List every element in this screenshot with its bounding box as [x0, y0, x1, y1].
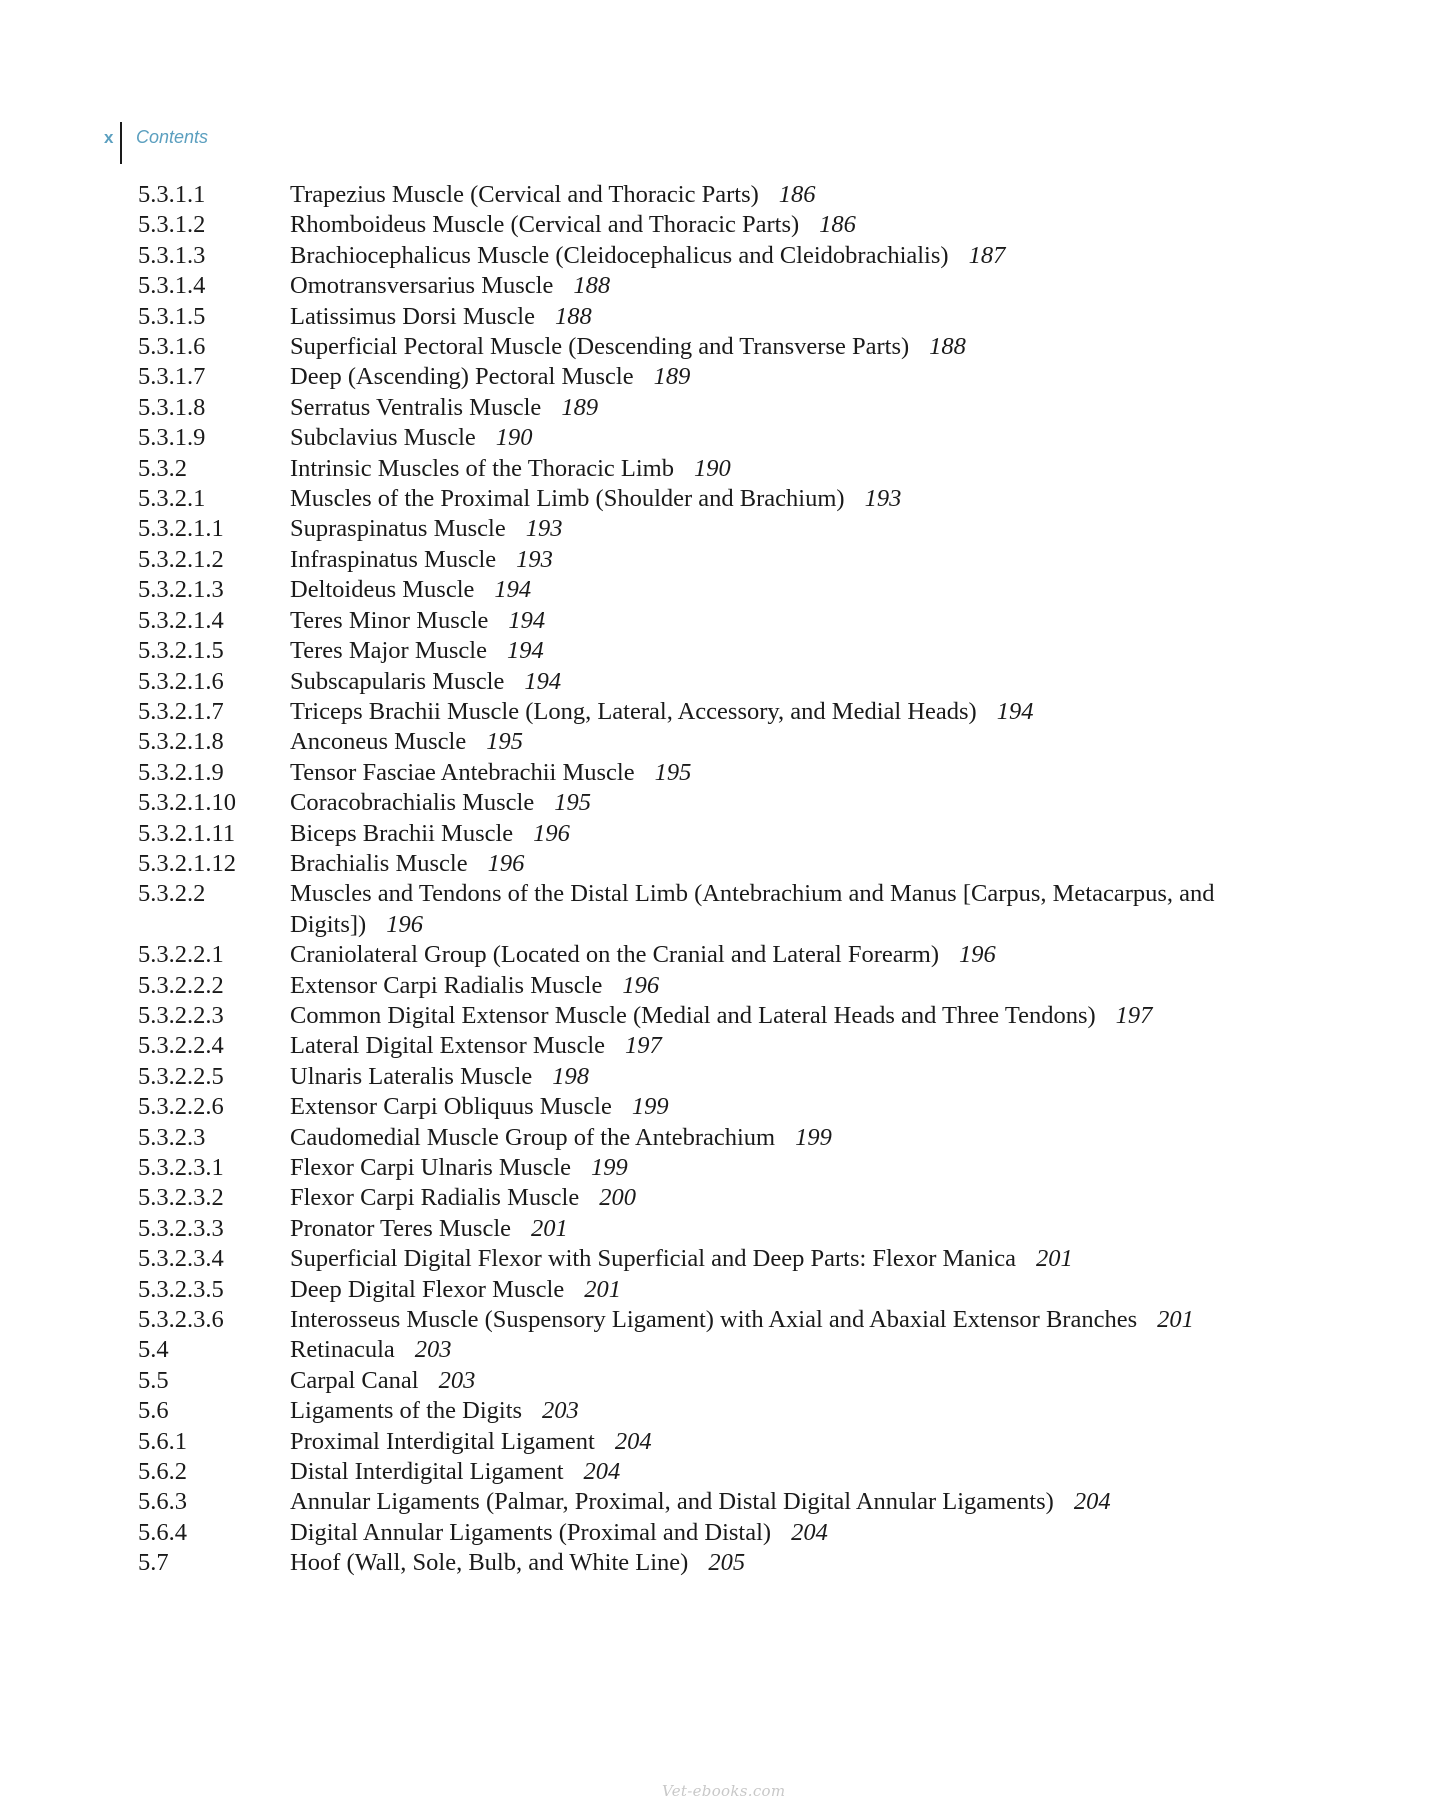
toc-entry-title: Intrinsic Muscles of the Thoracic Limb — [290, 454, 674, 482]
toc-entry-title: Superficial Digital Flexor with Superficial and Deep Parts: Flexor Manica — [290, 1245, 1016, 1273]
toc-entry-title: Deep (Ascending) Pectoral Muscle — [290, 363, 634, 391]
toc-entry-page: 197 — [625, 1032, 662, 1060]
toc-entry-number: 5.3.2.2.5 — [138, 1062, 224, 1090]
toc-entry-page: 196 — [386, 910, 423, 938]
toc-entry-number: 5.3.2.3.4 — [138, 1245, 224, 1273]
toc-entry[interactable] — [138, 940, 1278, 970]
toc-entry[interactable] — [138, 727, 1278, 757]
toc-entry-number: 5.6.2 — [138, 1458, 187, 1486]
toc-entry-title: Flexor Carpi Radialis Muscle — [290, 1184, 580, 1212]
toc-entry[interactable] — [138, 1092, 1278, 1122]
table-of-contents — [138, 180, 1278, 1579]
toc-entry-title-line — [290, 1396, 1278, 1426]
toc-entry-page: 190 — [693, 454, 731, 482]
toc-entry[interactable] — [138, 1487, 1278, 1517]
toc-entry-page: 194 — [494, 576, 532, 604]
toc-entry-title-line — [290, 819, 1278, 849]
toc-entry-page: 198 — [552, 1062, 589, 1090]
toc-entry-page: 203 — [414, 1336, 452, 1364]
toc-entry-number: 5.5 — [138, 1366, 169, 1394]
toc-entry-title-line — [290, 1183, 1278, 1213]
toc-entry[interactable] — [138, 1001, 1278, 1031]
toc-entry-title: Teres Major Muscle — [290, 637, 487, 665]
toc-entry-title: Deltoideus Muscle — [290, 576, 475, 604]
toc-entry-title: Carpal Canal — [290, 1366, 419, 1394]
toc-entry-title-line — [290, 1457, 1278, 1487]
toc-entry-title: Muscles of the Proximal Limb (Shoulder and Brachium) — [290, 485, 845, 513]
toc-entry-title: Extensor Carpi Radialis Muscle — [290, 971, 603, 999]
toc-entry-title: Retinacula — [290, 1336, 395, 1364]
toc-entry-page: 186 — [819, 211, 856, 239]
toc-entry-title-line — [290, 393, 1278, 423]
toc-entry[interactable] — [138, 393, 1278, 423]
toc-entry-page: 189 — [561, 393, 599, 421]
toc-entry-title-line — [290, 788, 1278, 818]
toc-entry-number: 5.6.1 — [138, 1427, 187, 1455]
toc-entry[interactable] — [138, 423, 1278, 453]
toc-entry-title-line — [290, 423, 1278, 453]
toc-entry-number: 5.3.1.1 — [138, 181, 206, 208]
toc-entry[interactable] — [138, 879, 1278, 940]
running-head-title: Contents — [136, 127, 209, 147]
toc-entry-title: Serratus Ventralis Muscle — [290, 393, 542, 421]
toc-entry-page: 194 — [506, 637, 544, 665]
toc-entry-page: 205 — [708, 1549, 746, 1577]
toc-entry-number: 5.3.1.3 — [138, 241, 206, 269]
toc-entry-title-line — [290, 362, 1278, 392]
toc-entry[interactable] — [138, 271, 1278, 301]
toc-entry-page: 201 — [531, 1214, 568, 1242]
toc-entry-number: 5.3.2.1.7 — [138, 697, 224, 725]
toc-entry-page: 193 — [525, 515, 563, 543]
toc-entry-title: Anconeus Muscle — [290, 728, 467, 756]
toc-entry-number: 5.3.2.1.10 — [138, 789, 236, 817]
toc-entry[interactable] — [138, 819, 1278, 849]
toc-entry[interactable] — [138, 788, 1278, 818]
toc-entry-title-line — [290, 1214, 1278, 1244]
toc-entry-title-line — [290, 180, 1278, 210]
toc-entry-title: Superficial Pectoral Muscle (Descending and Transverse Parts) — [290, 333, 910, 361]
toc-entry[interactable] — [138, 1062, 1278, 1092]
toc-entry-title: Ulnaris Lateralis Muscle — [290, 1062, 533, 1090]
toc-entry-page: 196 — [533, 819, 570, 847]
toc-entry-title: Teres Minor Muscle — [290, 606, 489, 634]
toc-entry[interactable] — [138, 1244, 1278, 1274]
toc-entry-title-line — [290, 697, 1278, 727]
toc-entry-page: 194 — [996, 697, 1034, 725]
toc-entry[interactable] — [138, 241, 1278, 271]
toc-entry-title: Tensor Fasciae Antebrachii Muscle — [290, 758, 635, 786]
toc-entry-page: 194 — [508, 606, 546, 634]
toc-entry-title: Distal Interdigital Ligament — [290, 1458, 564, 1486]
toc-entry[interactable] — [138, 514, 1278, 544]
toc-entry-number: 5.3.2.3.1 — [138, 1154, 224, 1181]
toc-entry-title: Digital Annular Ligaments (Proximal and Distal) — [290, 1518, 772, 1546]
toc-entry-title-line — [290, 1123, 1278, 1153]
toc-entry[interactable] — [138, 1335, 1278, 1365]
toc-entry-title: Omotransversarius Muscle — [290, 272, 554, 300]
toc-entry-title: Muscles and Tendons of the Distal Limb (Antebrachium and Manus [Carpus, Metacarpus, and Digits]) — [290, 880, 1215, 938]
toc-entry[interactable] — [138, 1305, 1278, 1335]
toc-entry-title: Coracobrachialis Muscle — [290, 789, 535, 817]
toc-entry-page: 199 — [631, 1093, 669, 1121]
toc-entry-title-line — [290, 1335, 1278, 1365]
toc-entry-page: 195 — [554, 789, 591, 817]
toc-entry-title-line — [290, 758, 1278, 788]
toc-entry-title-line — [290, 210, 1278, 240]
toc-entry[interactable] — [138, 1366, 1278, 1396]
toc-entry-title-line — [290, 545, 1278, 575]
toc-entry-title-line — [290, 1366, 1278, 1396]
running-head — [104, 122, 208, 164]
toc-entry-title: Triceps Brachii Muscle (Long, Lateral, Accessory, and Medial Heads) — [290, 697, 977, 725]
toc-entry-title: Proximal Interdigital Ligament — [290, 1427, 595, 1455]
toc-entry-page: 196 — [622, 971, 660, 999]
toc-entry-title: Pronator Teres Muscle — [290, 1214, 512, 1242]
toc-entry[interactable] — [138, 1183, 1278, 1213]
toc-entry-number: 5.3.2.1.6 — [138, 667, 224, 695]
toc-entry-title-line — [290, 1275, 1278, 1305]
toc-entry[interactable] — [138, 1518, 1278, 1548]
toc-entry-number: 5.3.2.1.1 — [138, 515, 224, 543]
toc-entry-number: 5.6 — [138, 1397, 169, 1425]
toc-entry-number: 5.6.4 — [138, 1518, 187, 1546]
toc-entry[interactable] — [138, 758, 1278, 788]
toc-entry-number: 5.3.1.2 — [138, 211, 206, 239]
toc-entry-title: Caudomedial Muscle Group of the Antebrachium — [290, 1123, 776, 1151]
watermark-logo: Vet-ebooks.com — [662, 1782, 786, 1800]
toc-entry[interactable] — [138, 362, 1278, 392]
toc-entry-title-line — [290, 271, 1278, 301]
toc-entry-title-line — [290, 241, 1278, 271]
toc-entry-title: Lateral Digital Extensor Muscle — [290, 1032, 605, 1060]
toc-entry-title: Brachialis Muscle — [290, 849, 468, 877]
toc-entry-title-line — [290, 1305, 1278, 1335]
toc-entry[interactable] — [138, 1457, 1278, 1487]
toc-entry-title: Extensor Carpi Obliquus Muscle — [290, 1093, 612, 1121]
toc-entry-page: 189 — [653, 363, 691, 391]
toc-entry-title: Interosseus Muscle (Suspensory Ligament) with Axial and Abaxial Extensor Branches — [290, 1306, 1138, 1334]
toc-entry-title: Infraspinatus Muscle — [290, 545, 497, 573]
toc-entry-title-line — [290, 667, 1278, 697]
toc-entry[interactable] — [138, 1275, 1278, 1305]
toc-entry-page: 188 — [555, 302, 592, 330]
toc-entry-number: 5.3.2.2.2 — [138, 971, 224, 999]
toc-entry-number: 5.3.1.8 — [138, 393, 206, 421]
toc-entry-number: 5.3.1.9 — [138, 424, 206, 452]
toc-entry-number: 5.3.2.1.2 — [138, 545, 224, 573]
toc-entry-title-line — [290, 1001, 1278, 1031]
toc-entry-page: 199 — [795, 1123, 832, 1151]
toc-entry-title: Common Digital Extensor Muscle (Medial and Lateral Heads and Three Tendons) — [290, 1001, 1096, 1029]
toc-entry[interactable] — [138, 1427, 1278, 1457]
toc-entry-title-line — [290, 575, 1278, 605]
toc-entry-page: 195 — [486, 728, 523, 756]
toc-entry-title-line — [290, 1244, 1278, 1274]
toc-entry-title: Latissimus Dorsi Muscle — [290, 302, 535, 330]
toc-entry-title: Supraspinatus Muscle — [290, 515, 506, 543]
toc-entry[interactable] — [138, 484, 1278, 514]
toc-entry-page: 187 — [968, 241, 1006, 269]
toc-entry[interactable] — [138, 545, 1278, 575]
toc-entry[interactable] — [138, 332, 1278, 362]
toc-entry-page: 186 — [778, 181, 816, 208]
toc-entry-number: 5.3.2.2.6 — [138, 1093, 224, 1121]
toc-entry-number: 5.3.2.1 — [138, 485, 206, 513]
toc-entry-number: 5.3.2.1.12 — [138, 849, 236, 877]
toc-entry-title-line — [290, 332, 1278, 362]
toc-entry-number: 5.3.1.7 — [138, 363, 206, 391]
toc-entry[interactable] — [138, 1031, 1278, 1061]
toc-entry-title: Hoof (Wall, Sole, Bulb, and White Line) — [290, 1549, 689, 1577]
page-number: x — [104, 128, 114, 147]
toc-entry-title-line — [290, 1427, 1278, 1457]
toc-entry-page: 190 — [495, 424, 533, 452]
toc-entry-page: 201 — [1157, 1306, 1194, 1334]
toc-entry-title: Ligaments of the Digits — [290, 1397, 523, 1425]
toc-entry-number: 5.3.2.2.1 — [138, 941, 224, 969]
toc-entry-page: 194 — [524, 667, 562, 695]
toc-entry[interactable] — [138, 697, 1278, 727]
toc-entry[interactable] — [138, 210, 1278, 240]
toc-entry-page: 193 — [516, 545, 553, 573]
toc-entry-page: 188 — [929, 333, 966, 361]
toc-entry[interactable] — [138, 1123, 1278, 1153]
toc-entry-title-line — [290, 940, 1278, 970]
toc-entry[interactable] — [138, 971, 1278, 1001]
toc-entry[interactable] — [138, 180, 1278, 210]
toc-entry-title: Craniolateral Group (Located on the Cranial and Lateral Forearm) — [290, 941, 939, 969]
toc-entry-page: 204 — [791, 1518, 828, 1546]
toc-entry-number: 5.3.2.3.5 — [138, 1275, 224, 1303]
toc-entry-page: 200 — [599, 1184, 636, 1212]
toc-entry[interactable] — [138, 849, 1278, 879]
toc-entry-number: 5.3.2.3.2 — [138, 1184, 224, 1212]
toc-entry-page: 201 — [584, 1275, 621, 1303]
toc-entry-title: Subscapularis Muscle — [290, 667, 505, 695]
toc-entry-title-line — [290, 606, 1278, 636]
toc-entry-title: Deep Digital Flexor Muscle — [290, 1275, 565, 1303]
toc-entry-title-line — [290, 971, 1278, 1001]
toc-entry-number: 5.3.2.1.3 — [138, 576, 224, 604]
toc-entry-title-line — [290, 879, 1278, 940]
toc-entry-number: 5.7 — [138, 1549, 169, 1577]
toc-entry-page: 196 — [487, 849, 525, 877]
toc-entry[interactable] — [138, 1396, 1278, 1426]
toc-entry-number: 5.3.2.2.4 — [138, 1032, 224, 1060]
toc-entry[interactable] — [138, 454, 1278, 484]
toc-entry[interactable] — [138, 606, 1278, 636]
toc-entry-title-line — [290, 454, 1278, 484]
toc-entry[interactable] — [138, 636, 1278, 666]
toc-entry-title-line — [290, 636, 1278, 666]
toc-entry-number: 5.3.1.6 — [138, 333, 206, 361]
toc-entry-title: Trapezius Muscle (Cervical and Thoracic Parts) — [290, 181, 759, 208]
toc-entry-number: 5.3.2.1.8 — [138, 728, 224, 756]
header-rule — [120, 122, 122, 164]
toc-entry-title-line — [290, 1487, 1278, 1517]
toc-entry-title-line — [290, 1031, 1278, 1061]
toc-entry-title-line — [290, 484, 1278, 514]
toc-entry-title-line — [290, 849, 1278, 879]
toc-entry-number: 5.3.2.1.4 — [138, 606, 224, 634]
toc-entry-title: Subclavius Muscle — [290, 424, 476, 452]
toc-entry-page: 196 — [958, 941, 996, 969]
toc-entry-page: 204 — [614, 1427, 652, 1455]
toc-entry-page: 197 — [1115, 1001, 1153, 1029]
toc-entry-number: 5.6.3 — [138, 1488, 187, 1516]
toc-entry[interactable] — [138, 1548, 1278, 1578]
toc-entry-title-line — [290, 1092, 1278, 1122]
toc-entry-title-line — [290, 302, 1278, 332]
toc-entry[interactable] — [138, 575, 1278, 605]
toc-entry-page: 201 — [1035, 1245, 1073, 1273]
toc-entry-number: 5.3.2.3.6 — [138, 1306, 224, 1334]
toc-entry-number: 5.3.2.1.11 — [138, 819, 236, 847]
toc-entry-number: 5.3.2.1.9 — [138, 758, 224, 786]
toc-entry-page: 203 — [438, 1366, 476, 1394]
toc-entry-title: Annular Ligaments (Palmar, Proximal, and Distal Digital Annular Ligaments) — [290, 1488, 1054, 1516]
toc-entry-title: Rhomboideus Muscle (Cervical and Thoracic Parts) — [290, 211, 800, 239]
toc-entry-title-line — [290, 514, 1278, 544]
toc-entry-number: 5.3.1.4 — [138, 272, 206, 300]
toc-entry[interactable] — [138, 1153, 1278, 1183]
toc-entry-page: 193 — [864, 485, 902, 513]
toc-entry-title-line — [290, 1548, 1278, 1578]
toc-entry-title-line — [290, 727, 1278, 757]
toc-entry-number: 5.3.2.2 — [138, 880, 206, 908]
toc-entry[interactable] — [138, 1214, 1278, 1244]
toc-entry-title: Biceps Brachii Muscle — [290, 819, 514, 847]
toc-entry-page: 204 — [1073, 1488, 1111, 1516]
toc-entry-number: 5.4 — [138, 1336, 169, 1364]
toc-entry-page: 199 — [591, 1154, 628, 1181]
toc-entry-page: 195 — [654, 758, 692, 786]
toc-entry-number: 5.3.2.3 — [138, 1123, 206, 1151]
toc-entry-title-line — [290, 1153, 1278, 1183]
toc-entry[interactable] — [138, 302, 1278, 332]
toc-entry-title: Brachiocephalicus Muscle (Cleidocephalicus and Cleidobrachialis) — [290, 241, 949, 269]
toc-entry-page: 188 — [573, 272, 611, 300]
toc-entry[interactable] — [138, 667, 1278, 697]
toc-entry-title-line — [290, 1062, 1278, 1092]
toc-entry-title: Flexor Carpi Ulnaris Muscle — [290, 1154, 572, 1181]
toc-entry-number: 5.3.2 — [138, 454, 187, 482]
toc-entry-number: 5.3.2.2.3 — [138, 1001, 224, 1029]
toc-entry-number: 5.3.1.5 — [138, 302, 206, 330]
toc-entry-title-line — [290, 1518, 1278, 1548]
toc-entry-page: 203 — [542, 1397, 579, 1425]
toc-entry-number: 5.3.2.3.3 — [138, 1214, 224, 1242]
toc-entry-page: 204 — [583, 1458, 621, 1486]
toc-entry-number: 5.3.2.1.5 — [138, 637, 224, 665]
